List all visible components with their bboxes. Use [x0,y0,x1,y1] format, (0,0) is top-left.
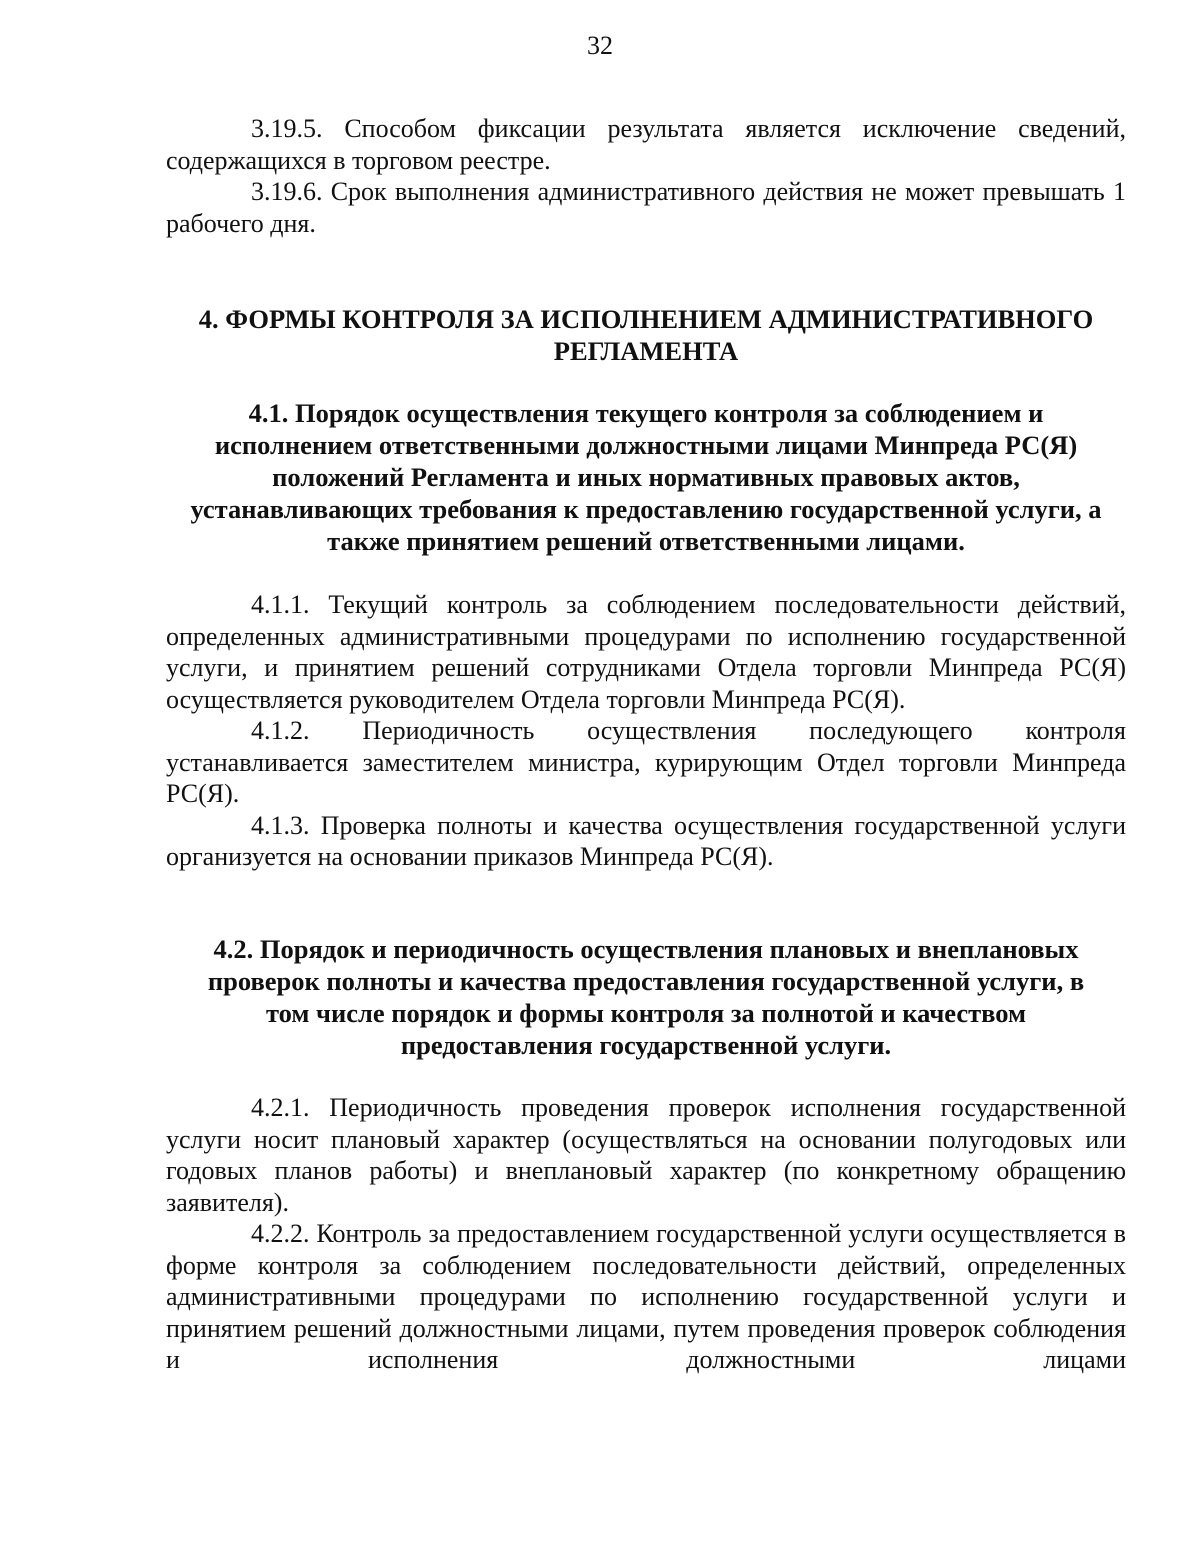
paragraph-3-19-5: 3.19.5. Способом фиксации результата является исключение сведений, содержащихся в торговом реестре. [166,114,1126,175]
section-4-1-title [166,397,1126,557]
paragraph-3-19-6: 3.19.6. Срок выполнения административного действия не может превышать 1 рабочего дня. [166,177,1126,238]
paragraph-4-1-2: 4.1.2. Периодичность осуществления последующего контроля устанавливается заместителем министра, курирующим Отдел торговли Минпреда РС(Я). [166,716,1126,808]
section-4-title-line: РЕГЛАМЕНТА [553,336,739,366]
section-4-2-title [166,933,1126,1061]
paragraph-4-1-3: 4.1.3. Проверка полноты и качества осуществления государственной услуги организуется на основании приказов Минпреда РС(Я). [166,810,1126,871]
section-4-2-title-line: проверок полноты и качества предоставления государственной услуги, в [207,966,1085,996]
paragraphs-4-1 [166,589,1126,873]
paragraphs-3-19 [166,113,1126,239]
section-4-2-title-line: предоставления государственной услуги. [400,1030,892,1060]
section-4-1-title-line: исполнением ответственными должностными лицами Минпреда РС(Я) [214,430,1078,460]
section-4-1-title-line: также принятием решений ответственными лицами. [327,526,965,556]
section-4-1-title-line: устанавливающих требования к предоставлению государственной услуги, а [190,494,1102,524]
paragraph-4-1-1: 4.1.1. Текущий контроль за соблюдением последовательности действий, определенных административными процедурами по исполнению государственной услуги, и принятием решений сотрудниками Отдела торговли Минпреда РС(Я) осуществляется руководителем Отдела торговли Минпреда РС(Я). [166,590,1126,714]
paragraph-4-2-1: 4.2.1. Периодичность проведения проверок исполнения государственной услуги носит плановый характер (осуществляться на основании полугодовых или годовых планов работы) и внеплановый характер (по конкретному обращению заявителя). [166,1093,1126,1217]
section-4-2-title-line: том числе порядок и формы контроля за полнотой и качеством [265,998,1027,1028]
section-4-1-title-line: 4.1. Порядок осуществления текущего контроля за соблюдением и [248,398,1044,428]
paragraphs-4-2 [166,1092,1126,1376]
page-number: 32 [587,31,613,60]
section-4-title [166,303,1126,367]
section-4-1-title-line: положений Регламента и иных нормативных правовых актов, [272,462,1020,492]
section-4-title-line: 4. ФОРМЫ КОНТРОЛЯ ЗА ИСПОЛНЕНИЕМ АДМИНИСТРАТИВНОГО [198,304,1094,334]
paragraph-4-2-2: 4.2.2. Контроль за предоставлением государственной услуги осуществляется в форме контроля за соблюдением последовательности действий, определенных административными процедурами по исполнению государственной услуги и принятием решений должностными лицами, путем проведения проверок соблюдения и исполнения должностными лицами [166,1219,1126,1374]
section-4-2-title-line: 4.2. Порядок и периодичность осуществления плановых и внеплановых [213,934,1079,964]
